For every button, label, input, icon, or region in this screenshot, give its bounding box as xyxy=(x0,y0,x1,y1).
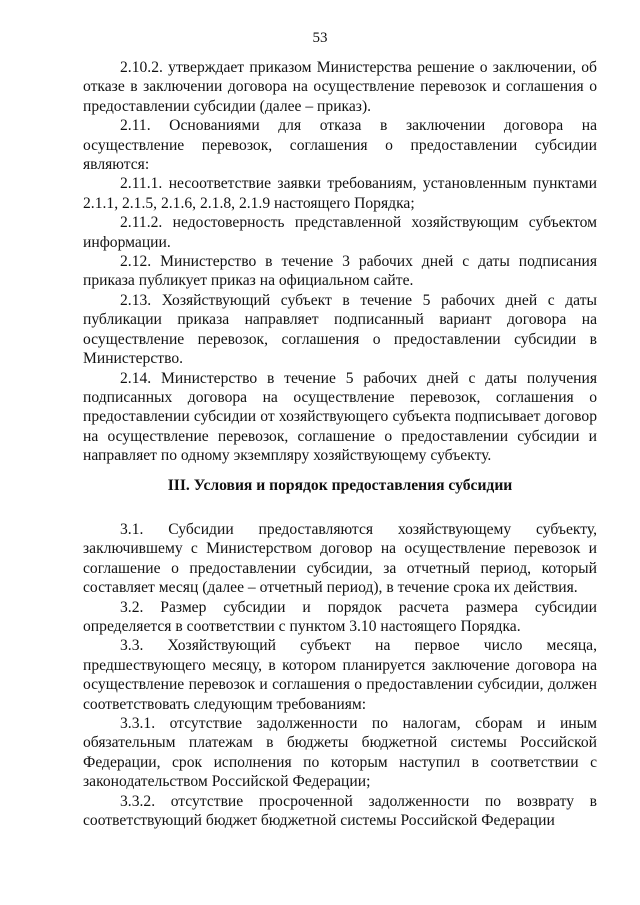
document-body xyxy=(83,58,597,830)
paragraph-2-11-2: 2.11.2. недостоверность представленной хозяйствующим субъектом информации. xyxy=(83,214,597,251)
paragraph-2-13: 2.13. Хозяйствующий субъект в течение 5 рабочих дней с даты публикации приказа направляет подписанный вариант договора на осуществление перевозок, соглашения о предоставлении субсидии в Министерство. xyxy=(83,291,597,368)
page-number: 53 xyxy=(312,30,328,46)
paragraph-3-1: 3.1. Субсидии предоставляются хозяйствующему субъекту, заключившему с Министерством договор на осуществление перевозок и соглашение о предоставлении субсидии, за отчетный период, который составляет месяц (далее – отчетный период), в течение срока их действия. xyxy=(83,520,597,597)
paragraph-2-12: 2.12. Министерство в течение 3 рабочих дней с даты подписания приказа публикует приказ на официальном сайте. xyxy=(83,253,597,290)
paragraph-3-3: 3.3. Хозяйствующий субъект на первое число месяца, предшествующего месяцу, в котором планируется заключение договора на осуществление перевозок и соглашения о предоставлении субсидии, должен соответствовать следующим требованиям: xyxy=(83,637,597,713)
paragraph-2-10-2: 2.10.2. утверждает приказом Министерства решение о заключении, об отказе в заключении договора на осуществление перевозок и соглашения о предоставлении субсидии (далее – приказ). xyxy=(83,59,597,115)
paragraph-3-3-1: 3.3.1. отсутствие задолженности по налогам, сборам и иным обязательным платежам в бюджеты бюджетной системы Российской Федерации, срок исполнения по которым наступил в соответствии с законодательством Российской Федерации; xyxy=(83,715,597,791)
paragraph-2-14: 2.14. Министерство в течение 5 рабочих дней с даты получения подписанных договора на осуществление перевозок, соглашения о предоставлении субсидии от хозяйствующего субъекта подписывает договор на осуществление перевозок, соглашение о предоставлении субсидии и направляет по одному экземпляру хозяйствующему субъекту. xyxy=(83,369,597,465)
paragraph-2-11-1: 2.11.1. несоответствие заявки требованиям, установленным пунктами 2.1.1, 2.1.5, 2.1.6, 2.1.8, 2.1.9 настоящего Порядка; xyxy=(83,175,597,212)
paragraph-2-11: 2.11. Основаниями для отказа в заключении договора на осуществление перевозок, соглашения о предоставлении субсидии являются: xyxy=(83,117,597,174)
section-heading: III. Условия и порядок предоставления субсидии xyxy=(167,476,513,494)
paragraph-3-3-2: 3.3.2. отсутствие просроченной задолженности по возврату в соответствующий бюджет бюджетной системы Российской Федерации xyxy=(83,792,597,830)
paragraph-3-2: 3.2. Размер субсидии и порядок расчета размера субсидии определяется в соответствии с пунктом 3.10 настоящего Порядка. xyxy=(83,598,597,635)
